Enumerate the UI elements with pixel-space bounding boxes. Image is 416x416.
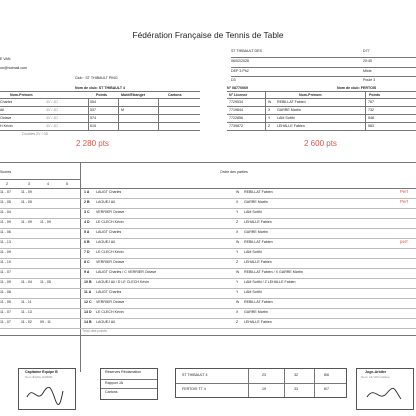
team-right-table xyxy=(227,85,416,140)
perf-note: Perf xyxy=(400,190,409,194)
team-right-number: N° 08770069 xyxy=(227,86,249,90)
player-right-4-letter: Z xyxy=(268,124,271,128)
opponent-letter: Z xyxy=(236,320,239,324)
player-b: GARRE Martin xyxy=(244,310,268,314)
player-b: REBILLAT Fabien xyxy=(244,300,273,304)
player-a: LE CLECH Kévin xyxy=(96,310,124,314)
match-code: D77 xyxy=(363,49,370,53)
match-results-table xyxy=(0,162,416,372)
player-left-1-code: 3V / 1D xyxy=(46,100,58,104)
player-right-3-letter: Y xyxy=(268,116,271,120)
row-divider xyxy=(0,268,416,269)
player-right-1-points: 767 xyxy=(368,100,374,104)
set-score: 09 - 11 xyxy=(40,320,51,324)
player-b: GARRE Martin xyxy=(244,200,268,204)
perf-note: perf xyxy=(400,240,408,244)
player-a: LAOUEJ Ali / D LE CLECH Kévin xyxy=(96,280,149,284)
row-divider xyxy=(0,198,416,199)
set-score: 11 - 04 xyxy=(21,280,32,284)
player-right-3-points: 548 xyxy=(368,116,374,120)
player-a: VERRIER Octave xyxy=(96,300,125,304)
match-number: 5 A xyxy=(84,230,90,234)
left-header-club: Club : ST THIBAULT PING xyxy=(75,76,118,80)
player-a: LAUGT Charles / C VERRIER Octave xyxy=(96,270,157,274)
team-left-club: Nom de club: ST THIBAULT 4 xyxy=(74,86,126,90)
row-divider xyxy=(0,278,416,279)
result-team-1-a: 23 xyxy=(262,373,266,377)
player-left-4-code: 3V / 1D xyxy=(46,124,58,128)
row-divider xyxy=(0,328,416,329)
doubles-summary: Doubles 2V / 0D xyxy=(22,132,49,136)
set-header-3: 3 xyxy=(28,182,30,186)
row-divider xyxy=(0,308,416,309)
row-divider xyxy=(0,208,416,209)
col-points: Points xyxy=(96,93,107,97)
row-divider xyxy=(0,288,416,289)
player-b: LAM Sotthi xyxy=(244,250,262,254)
player-right-1-letter: W xyxy=(268,100,272,104)
set-header-4: 4 xyxy=(47,182,49,186)
match-time: 20:45 xyxy=(363,59,372,63)
set-score: 11 - 08 xyxy=(0,290,11,294)
player-b: GARRE Martin xyxy=(244,230,268,234)
player-left-3-code: 3V / 1D xyxy=(46,116,58,120)
team-left-table xyxy=(0,85,200,140)
player-right-1-licence: 7729534 xyxy=(229,100,243,104)
col-licence: N° Licence xyxy=(229,93,248,97)
opponent-letter: X xyxy=(236,200,239,204)
player-b: LAM Sotthi / Z LEHALLE Fabien xyxy=(244,280,296,284)
player-left-1-name: Charles xyxy=(0,100,13,104)
player-b: REBILLAT Fabien / X GARRE Martin xyxy=(244,270,303,274)
left-header-email: on@hotmail.com xyxy=(0,66,28,70)
row-divider xyxy=(0,228,416,229)
set-score: 11 - 11 xyxy=(21,300,32,304)
row-divider xyxy=(0,318,416,319)
set-header-5: 5 xyxy=(66,182,68,186)
set-score: 11 - 09 xyxy=(0,220,11,224)
player-b: LEHALLE Fabien xyxy=(244,220,272,224)
set-score: 11 - 13 xyxy=(0,240,11,244)
player-left-2-code: 3V / 1D xyxy=(46,108,58,112)
match-group: D3 xyxy=(231,78,236,82)
set-score: 11 - 02 xyxy=(21,320,32,324)
set-score: 11 - 09 xyxy=(21,220,32,224)
result-team-2-a: 19 xyxy=(262,387,266,391)
player-right-4-name: LEHALLE Fabien xyxy=(277,124,305,128)
player-b: REBILLAT Fabien xyxy=(244,190,273,194)
set-score: 11 - 09 xyxy=(0,250,11,254)
player-a: LAOUEJ Ali xyxy=(96,320,115,324)
arbitre-name: Nom: LE VAN Hélène xyxy=(361,375,390,379)
opponent-letter: Z xyxy=(236,220,239,224)
match-poule: Poule 3 xyxy=(363,78,376,82)
opponent-letter: W xyxy=(236,300,240,304)
player-b: LAM Sotthi xyxy=(244,210,262,214)
set-score: 11 - 07 xyxy=(0,190,11,194)
player-a: LAOUEJ Ali xyxy=(96,240,115,244)
player-b: LAM Sotthi xyxy=(244,290,262,294)
result-team-2-c: 6/7 xyxy=(324,387,329,391)
player-right-2-letter: X xyxy=(268,108,271,112)
match-number: 6 B xyxy=(84,240,90,244)
opponent-letter: W xyxy=(236,190,240,194)
rapport-label: Rapport JA xyxy=(105,381,123,385)
arbitre-signature xyxy=(365,385,405,405)
match-number: 12 C xyxy=(84,300,92,304)
match-number: 2 B xyxy=(84,200,90,204)
match-date: 06/02/2026 xyxy=(231,59,249,63)
opponent-letter: Y xyxy=(236,250,239,254)
result-team-2-b: 33 xyxy=(294,387,298,391)
set-score: 11 - 09 xyxy=(21,190,32,194)
opponent-letter: W xyxy=(236,240,240,244)
opponent-letter: Y xyxy=(236,290,239,294)
player-a: LAOUEJ Ali xyxy=(96,200,115,204)
player-left-2-mute: M xyxy=(121,108,124,112)
opponent-letter: Y xyxy=(236,210,239,214)
player-a: LE CLECH Kévin xyxy=(96,250,124,254)
arbitre-box xyxy=(356,368,414,410)
team-right-club: Nom de club: FERTOIS xyxy=(337,86,377,90)
player-right-2-points: 732 xyxy=(368,108,374,112)
player-right-1-name: REBILLAT Fabien xyxy=(277,100,306,104)
set-score: 11 - 09 xyxy=(0,280,11,284)
perf-note: Perf xyxy=(400,200,409,204)
set-score: 11 - 05 xyxy=(0,300,11,304)
player-left-1-points: 554 xyxy=(90,100,96,104)
set-score: 11 - 05 xyxy=(40,280,51,284)
col-cartons: Cartons xyxy=(168,93,182,97)
player-right-4-licence: 7739872 xyxy=(229,124,243,128)
set-score: 11 - 06 xyxy=(0,230,11,234)
player-a: LAUGT Charles xyxy=(96,230,122,234)
player-right-2-licence: 7719844 xyxy=(229,108,243,112)
match-division: DEP 3 Ph2 xyxy=(231,69,249,73)
row-divider xyxy=(0,248,416,249)
player-b: LEHALLE Fabien xyxy=(244,320,272,324)
scores-header: Scores xyxy=(0,170,12,174)
player-left-3-points: 574 xyxy=(90,116,96,120)
opponent-letter: Z xyxy=(236,260,239,264)
row-divider xyxy=(0,218,416,219)
player-a: VERRIER Octave xyxy=(96,210,125,214)
player-a: LE CLECH Kévin xyxy=(96,220,124,224)
reserves-label: Réserves Réclamation xyxy=(105,370,142,374)
player-a: LAUGT Charles xyxy=(96,190,122,194)
captain-label: Capitaine Équipe B xyxy=(25,370,58,374)
player-right-4-points: 583 xyxy=(368,124,374,128)
row-divider xyxy=(0,298,416,299)
opponent-letter: W xyxy=(236,270,240,274)
player-left-2-name: Ali xyxy=(0,108,4,112)
match-number: 14 B xyxy=(84,320,92,324)
set-score: 11 - 04 xyxy=(0,210,11,214)
player-left-4-points: 615 xyxy=(90,124,96,128)
result-team-1-c: 8/6 xyxy=(324,373,329,377)
player-right-3-licence: 7722856 xyxy=(229,116,243,120)
player-b: LEHALLE Fabien xyxy=(244,260,272,264)
total-points-label: Total des points xyxy=(82,329,107,333)
team-right-total: 2 600 pts xyxy=(304,139,337,148)
match-number: 13 D xyxy=(84,310,92,314)
result-team-2: FERTOIS TT 4 xyxy=(182,387,206,391)
row-divider xyxy=(0,238,416,239)
player-b: REBILLAT Fabien xyxy=(244,240,273,244)
player-right-2-name: GARRE Martin xyxy=(277,108,301,112)
captain-name: Nom illisible GARRE xyxy=(25,375,53,379)
final-results-box xyxy=(175,368,347,398)
left-header-name: E VAN xyxy=(0,57,11,61)
row-divider xyxy=(0,258,416,259)
match-info-panel xyxy=(231,48,416,86)
result-team-1-b: 32 xyxy=(294,373,298,377)
col-right-nom-prenom: Nom-Prénom xyxy=(299,93,322,97)
player-left-2-points: 537 xyxy=(90,108,96,112)
ordre-header: Ordre des parties xyxy=(220,170,248,174)
match-number: 11 A xyxy=(84,290,92,294)
col-mute: Muté/Étranger xyxy=(121,93,146,97)
captain-box xyxy=(18,368,76,410)
player-a: VERRIER Octave xyxy=(96,260,125,264)
set-header-2: 2 xyxy=(6,182,8,186)
captain-signature xyxy=(25,383,65,405)
set-score: 11 - 07 xyxy=(0,320,11,324)
match-number: 9 A xyxy=(84,270,90,274)
page-title: Fédération Française de Tennis de Table xyxy=(132,30,284,40)
player-left-3-name: Octave xyxy=(0,116,12,120)
set-score: 11 - 09 xyxy=(40,220,51,224)
reserves-box xyxy=(100,368,158,400)
col-right-points: Points xyxy=(369,93,380,97)
col-nom-prenom: Nom-Prénom xyxy=(10,93,33,97)
opponent-letter: Y xyxy=(236,280,239,284)
set-score: 11 - 10 xyxy=(0,260,11,264)
result-team-1: ST THIBAULT 4 xyxy=(182,373,208,377)
match-number: 1 A xyxy=(84,190,90,194)
match-number: 8 C xyxy=(84,260,90,264)
match-number: 7 D xyxy=(84,250,90,254)
set-score: 11 - 05 xyxy=(0,200,11,204)
set-score: 11 - 07 xyxy=(0,270,11,274)
opponent-letter: X xyxy=(236,230,239,234)
set-score: 11 - 13 xyxy=(21,310,32,314)
player-right-3-name: LAM Sotthi xyxy=(277,116,295,120)
set-score: 11 - 07 xyxy=(0,310,11,314)
team-left-total: 2 280 pts xyxy=(76,139,109,148)
opponent-letter: X xyxy=(236,310,239,314)
match-type: Mixte xyxy=(363,69,372,73)
cartons-label: Cartons xyxy=(105,390,118,394)
player-a: LAUGT Charles xyxy=(96,290,122,294)
set-score: 11 - 05 xyxy=(21,200,32,204)
match-number: 10 B xyxy=(84,280,92,284)
match-name: ST THIBAULT DES xyxy=(231,49,262,53)
player-left-4-name: H Kévin xyxy=(0,124,13,128)
arbitre-label: Juge-Arbitre xyxy=(365,370,387,374)
match-number: 4 D xyxy=(84,220,90,224)
match-number: 3 C xyxy=(84,210,90,214)
